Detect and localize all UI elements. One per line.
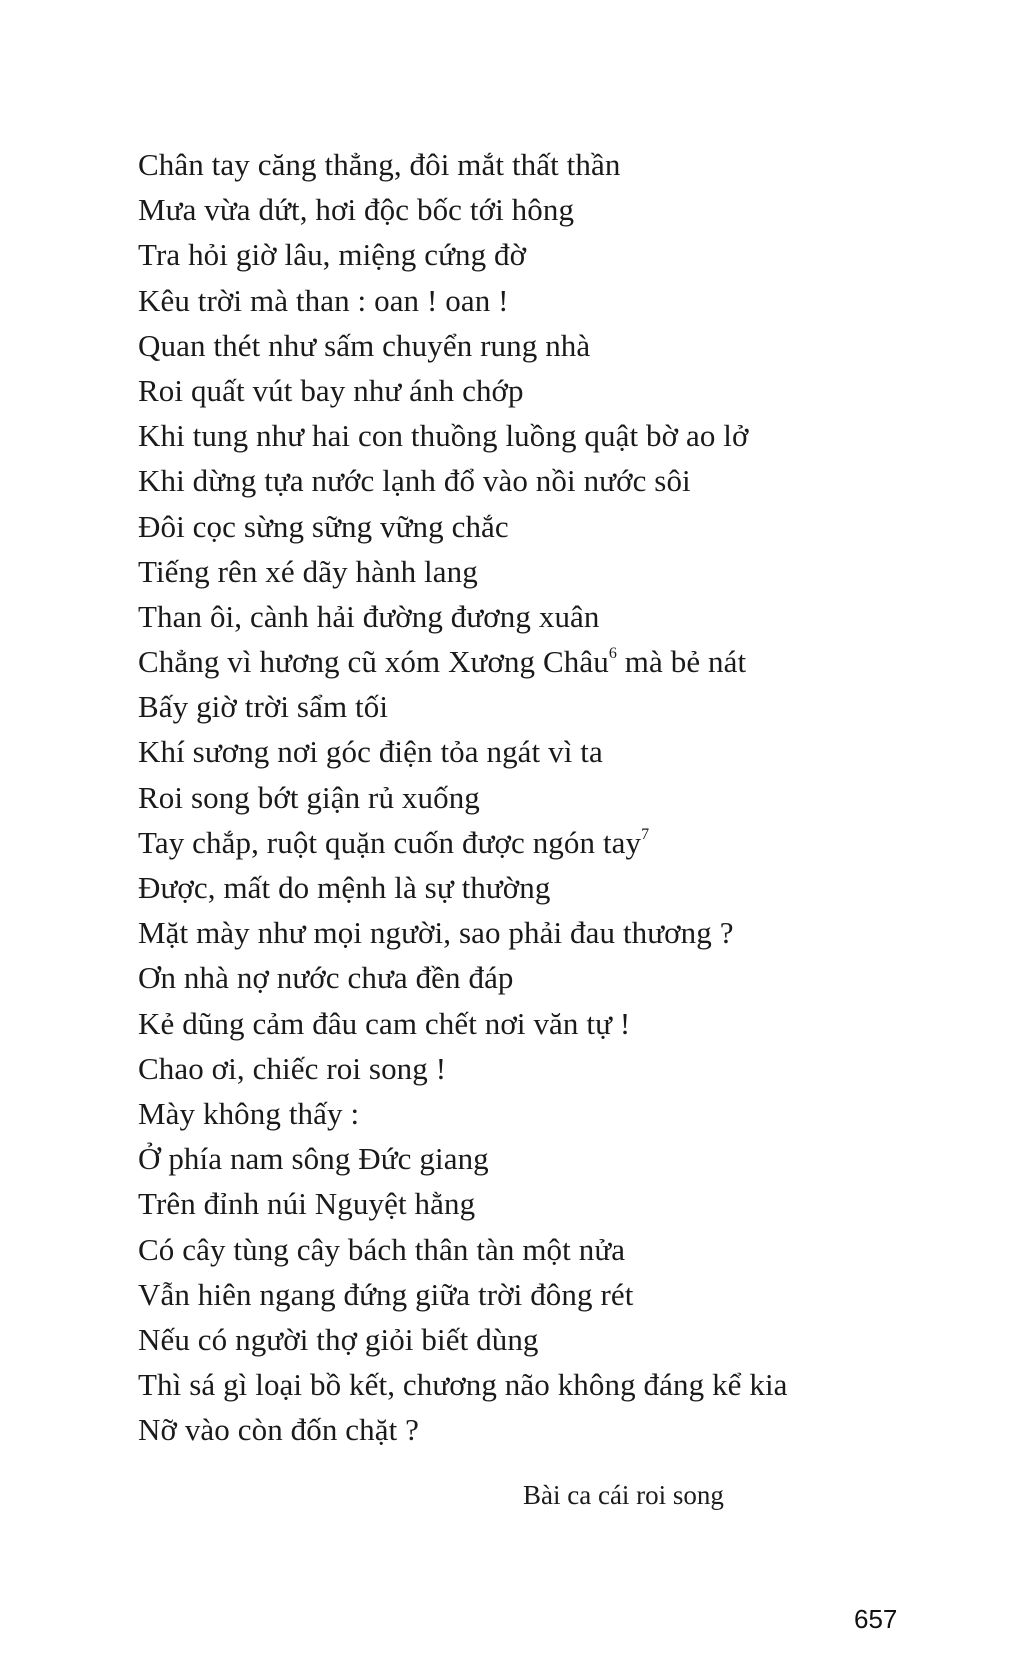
poem-line <box>138 684 998 729</box>
poem-line-text: Có cây tùng cây bách thân tàn một nửa <box>138 1231 626 1267</box>
poem-line-text: Than ôi, cành hải đường đương xuân <box>138 598 600 634</box>
poem-line-text: Tay chắp, ruột quặn cuốn được ngón tay <box>138 824 642 860</box>
poem-line-text: Khi tung như hai con thuồng luồng quật bờ ao lở <box>138 418 749 454</box>
poem-line-text: Chân tay căng thẳng, đôi mắt thất thần <box>138 147 621 182</box>
poem-line <box>138 413 998 458</box>
poem-line-text: Mưa vừa dứt, hơi độc bốc tới hông <box>138 192 575 228</box>
poem-line <box>138 729 998 774</box>
poem-line <box>138 1362 998 1407</box>
poem-line-text-continued: mà bẻ nát <box>616 644 747 680</box>
poem-line-text: Chẳng vì hương cũ xóm Xương Châu <box>138 644 609 680</box>
poem-line <box>138 910 998 955</box>
poem-line-text: Khi dừng tựa nước lạnh đổ vào nồi nước sôi <box>138 463 691 499</box>
poem-line <box>138 1136 998 1181</box>
page-number: 657 <box>854 1604 898 1634</box>
poem-line <box>138 368 998 413</box>
poem-line <box>138 142 998 187</box>
poem-line-text: Tiếng rên xé dãy hành lang <box>138 553 478 589</box>
poem-line <box>138 458 998 503</box>
poem-line-text: Bấy giờ trời sẩm tối <box>138 689 389 725</box>
poem-line <box>138 278 998 323</box>
poem-line <box>138 1001 998 1046</box>
poem-line <box>138 775 998 820</box>
poem-line-text: Nỡ vào còn đốn chặt ? <box>138 1412 420 1448</box>
poem-line <box>138 232 998 277</box>
poem-line <box>138 639 998 684</box>
poem-line <box>138 549 998 594</box>
poem-line-text: Kẻ dũng cảm đâu cam chết nơi văn tự ! <box>138 1005 631 1041</box>
poem-line-text: Ở phía nam sông Đức giang <box>138 1141 489 1177</box>
poem-line <box>138 187 998 232</box>
poem-line-text: Nếu có người thợ giỏi biết dùng <box>138 1321 539 1357</box>
poem-line-text: Mặt mày như mọi người, sao phải đau thương ? <box>138 915 734 951</box>
poem-line <box>138 594 998 639</box>
poem-line <box>138 323 998 368</box>
poem-line-text: Được, mất do mệnh là sự thường <box>138 870 551 905</box>
poem-line <box>138 1272 998 1317</box>
poem-line <box>138 1181 998 1226</box>
poem-line <box>138 1046 998 1091</box>
poem-line-text: Kêu trời mà than : oan ! oan ! <box>138 282 509 318</box>
poem-line-text: Đôi cọc sừng sững vững chắc <box>138 508 509 544</box>
poem-line-text: Chao ơi, chiếc roi song ! <box>138 1050 447 1086</box>
poem-line <box>138 1091 998 1136</box>
poem-line-text: Mày không thấy : <box>138 1095 360 1131</box>
poem-line <box>138 1407 998 1452</box>
poem-line-text: Thì sá gì loại bồ kết, chương não không đáng kể kia <box>138 1367 788 1403</box>
poem <box>138 142 998 1452</box>
poem-line-text: Khí sương nơi góc điện tỏa ngát vì ta <box>138 734 603 770</box>
poem-caption: Bài ca cái roi song <box>523 1480 724 1510</box>
poem-line-text: Tra hỏi giờ lâu, miệng cứng đờ <box>138 237 527 273</box>
poem-line <box>138 955 998 1000</box>
poem-line-text: Quan thét như sấm chuyển rung nhà <box>138 327 591 363</box>
poem-line-text: Trên đỉnh núi Nguyệt hằng <box>138 1186 476 1222</box>
footnote-marker: 7 <box>641 825 650 843</box>
poem-line <box>138 504 998 549</box>
footnote-marker: 6 <box>608 645 617 663</box>
poem-line <box>138 820 998 865</box>
poem-line-text: Roi song bớt giận rủ xuống <box>138 779 480 815</box>
poem-line <box>138 865 998 910</box>
poem-line <box>138 1227 998 1272</box>
poem-line-text: Ơn nhà nợ nước chưa đền đáp <box>138 960 514 996</box>
poem-line <box>138 1317 998 1362</box>
poem-line-text: Roi quất vút bay như ánh chớp <box>138 372 524 408</box>
poem-line-text: Vẫn hiên ngang đứng giữa trời đông rét <box>138 1276 634 1312</box>
